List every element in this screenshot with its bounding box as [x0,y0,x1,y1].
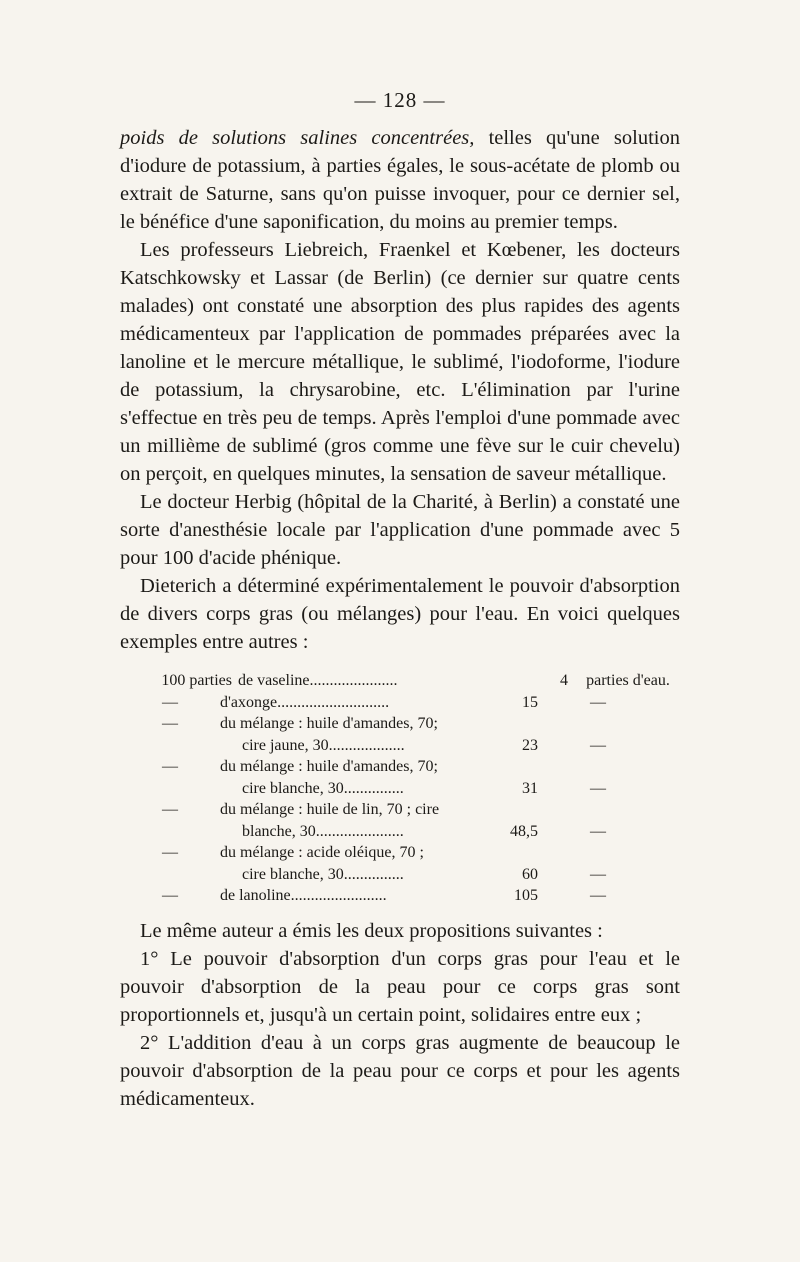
row-value-text: 23 [522,736,538,754]
table-row [120,885,680,907]
row-unit: — [590,887,606,904]
row-unit-text: — [590,736,606,754]
row-description [220,885,490,907]
table-row [120,713,680,756]
paragraph-3: Le docteur Herbig (hôpital de la Charité, à Berlin) a constaté une sorte d'anesthésie locale par l'application d'une pommade avec 5 pour 100 d'acide phénique. [120,491,680,569]
paragraph-1 [120,124,680,236]
table-row [120,756,680,799]
row-unit-text: — [590,822,606,840]
row-description [220,713,490,756]
row-unit-text: — [590,779,606,797]
row-unit-text: — [590,865,606,883]
row-description [220,756,490,799]
row-line1: du mélange : acide oléique, 70 ; [220,844,424,861]
row-lead: — [162,801,178,818]
paragraph-5: Le même auteur a émis les deux propositions suivantes : [140,919,603,942]
paragraph-2: Les professeurs Liebreich, Fraenkel et Kœbener, les docteurs Katschkowsky et Lassar (de Berlin) (ce dernier sur quatre cents malades) ont constaté une absorption des plus rapides des agents médicamenteux par l'application de pommades préparées avec la lanoline et le mercure métallique, le sublimé, l'iodoforme, l'iodure de potassium, la chrysarobine, etc. L'élimination par l'urine s'effectue en très peu de temps. Après l'emploi d'une pommade avec un millième de sublimé (gros comme une fève sur le cuir chevelu) on perçoit, en quelques minutes, la sensation de saveur métallique. [120,239,680,485]
absorption-table [120,670,680,907]
row-unit [546,842,650,885]
row-line1: de lanoline........................ [220,887,387,904]
row-description [220,692,490,714]
row-line1: du mélange : huile de lin, 70 ; cire [220,801,440,818]
row-value-text: 48,5 [510,822,538,840]
row-description [220,799,490,842]
row-unit: — [590,693,606,711]
row-unit [546,756,650,799]
row-line1: du mélange : huile d'amandes, 70; [220,758,438,775]
row-lead: — [162,887,178,904]
row-lead: — [162,758,178,775]
row-value [490,756,546,799]
row-value: 105 [514,887,538,904]
row-line1: de vaseline...................... [238,672,398,689]
page-body [120,124,680,1113]
row-line2: blanche, 30...................... [242,822,404,840]
row-line1: du mélange : huile d'amandes, 70; [220,715,438,732]
row-line1: d'axonge............................ [220,693,390,711]
paragraph-1-italic: poids de solutions salines concentrées, [120,127,475,149]
row-lead: 100 parties [161,672,232,689]
row-value-text: 60 [522,865,538,883]
row-line2: cire blanche, 30............... [242,865,404,883]
row-value: 4 [560,672,568,689]
table-row [120,692,680,714]
row-description [238,670,520,692]
row-unit: parties d'eau. [586,672,670,689]
table-row [120,799,680,842]
row-description [220,842,490,885]
row-value-text: 31 [522,779,538,797]
table-row [120,842,680,885]
row-value [490,799,546,842]
row-unit [546,713,650,756]
paragraph-6: 1° Le pouvoir d'absorption d'un corps gras pour l'eau et le pouvoir d'absorption de la peau pour ce corps gras sont proportionnels et, jusqu'à un certain point, solidaires entre eux ; [120,947,680,1026]
paragraph-4: Dieterich a déterminé expérimentalement le pouvoir d'absorption de divers corps gras (ou mélanges) pour l'eau. En voici quelques exemples entre autres : [120,575,680,653]
row-lead: — [162,715,178,732]
row-value [490,713,546,756]
paragraph-1-rest: telles qu'une solution d'iodure de potassium, à parties égales, le sous-acétate de plomb ou extrait de Saturne, sans qu'on puisse invoquer, pour ce dernier sel, le bénéfice d'une saponification, du moins au premier temps. [120,127,680,233]
paragraph-7: 2° L'addition d'eau à un corps gras augmente de beaucoup le pouvoir d'absorption de la peau pour ce corps et pour les agents médicamenteux. [120,1031,680,1110]
page-number: — 128 — [354,88,446,112]
row-line2: cire jaune, 30................... [242,736,405,754]
row-value: 15 [522,693,538,711]
row-lead: — [162,693,178,711]
row-unit [546,799,650,842]
row-lead: — [162,844,178,861]
row-line2: cire blanche, 30............... [242,779,404,797]
row-value [490,842,546,885]
table-row [120,670,680,692]
